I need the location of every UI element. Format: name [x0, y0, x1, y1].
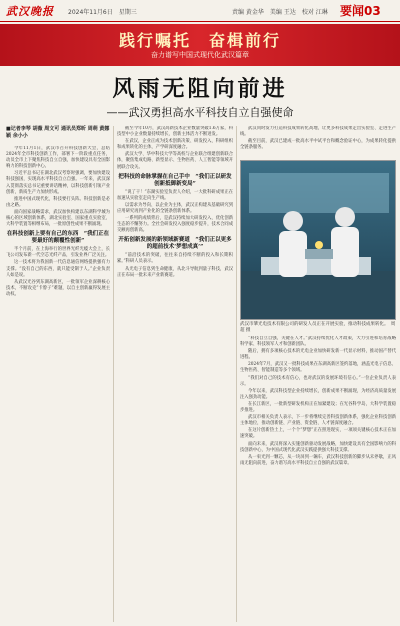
paragraph: 面向未来，武汉将深入实施创新驱动发展战略，加快建设具有全国影响力的科技创新中心，为中国式现代化武汉实践提供强大科技支撑。	[240, 441, 396, 453]
paragraph: 随后，拥有多项核心技术的光电企业加快研发新一代显示材料，推动国产替代进程。	[240, 349, 396, 361]
lab-photo	[240, 160, 396, 320]
article-byline: ■记者李琴 胡薇 周文可 通讯员郑昕 周萌 黄娜颖 余小小	[6, 126, 110, 139]
paragraph: 在长江新区，一批新型研发机构正在加紧建设；在光谷科学岛，大科学装置稳步推进。	[240, 401, 396, 414]
banner-subtitle: 奋力谱写中国式现代化武汉篇章	[151, 51, 249, 59]
banner-title: 践行嘱托 奋楫前行	[118, 31, 281, 50]
article-headline: 风雨无阻向前进	[112, 76, 288, 102]
issue-date: 2024年11月6日 星期三	[68, 9, 137, 16]
section-heading: 把科技的命脉掌握在自己手中 “我们正以研发创新抵御新变局”	[118, 173, 232, 187]
paragraph: 这一技术将为我国新一代信息通信网络提供强有力支撑。“没有自己的东西，就只能受制于人。”企业负责人如是说。	[6, 260, 110, 278]
newspaper-logo: 武汉晚报	[6, 5, 54, 18]
text-column-1	[6, 146, 110, 622]
photo-caption: 武汉市肇光电技术有限公司的研发人员正在开展实验，推动科技成果转化。 周超 摄	[240, 322, 396, 333]
paragraph: 今年以来，武汉科技型企业持续增长，创新成果不断涌现，为经济高质量发展注入强劲动能。	[240, 388, 396, 400]
paragraph: 在这片创新热土上，一个个“梦想”正在照进现实，一项项关键核心技术正在加速突破。	[240, 428, 396, 440]
lab-photo-illustration	[241, 161, 396, 320]
text-column-4	[240, 336, 396, 622]
masthead	[0, 0, 400, 22]
paragraph: “前沿技术的突破，往往来自持续不断的投入和长期积累。”科研人员表示。	[117, 253, 233, 265]
paragraph: 推进中国式现代化，科技要打头阵。科技创新是必由之路。	[6, 196, 110, 208]
paragraph: 从武汉光谷到东湖高新区，一批领军企业深耕核心技术，不断攻克“卡脖子”难题，以自主创新赢得发展主动权。	[6, 279, 110, 297]
paragraph: “我们对自己的技术有信心，也对武汉的发展环境有信心。”一位企业负责人表示。	[240, 375, 396, 387]
red-banner	[0, 24, 400, 66]
paragraph: 从一束光到一颗芯，从一块屏到一辆车，武汉科技创新的脚步从未停歇，正风雨无阻向前进，奋力谱写高水平科技自立自强的武汉篇章。	[240, 454, 396, 466]
paragraph: “说了干！”东湖实验室负责人介绍，一大批科研成果正在加速从实验室走向生产线。	[117, 189, 233, 201]
paragraph: 半个月前，在上海举行的世界光纤光缆大会上，长飞公司发布新一代空芯光纤产品，引发业界广泛关注。	[6, 247, 110, 259]
page-section-label: 要闻03	[340, 4, 381, 18]
paragraph: 截至目前，武汉已建成一批高水平中试平台和概念验证中心，为成果转化提供全链条服务。	[240, 139, 396, 151]
column-divider	[236, 126, 237, 622]
paragraph: 习近平总书记在湖北武汉考察时强调，要加快建设科技强国，实现高水平科技自立自强。一年来，武汉深入贯彻落实总书记重要讲话精神，以科技创新引领产业创新，新质生产力加快形成。	[6, 171, 110, 195]
paragraph: 以需求为导向、以企业为主体，武汉正构建从基础研究到应用研究再到产业化的全链条创新体系。	[117, 202, 233, 214]
editor-credits: 责编 黄金华 美编 王达 校对 江琳	[232, 9, 328, 16]
section-heading: 开拓创新发展的新领域新赛道 “我们正以更多的超前技术‘梦想成真’”	[118, 237, 232, 251]
paragraph: 武汉大学、华中科技大学等高校与企业联合组建创新联合体，聚焦集成电路、新型显示、生物医药、人工智能等领域开展联合攻关。	[117, 152, 233, 170]
paragraph: “科技自立自强，关键在人才。”武汉持续优化人才政策，大力引进和培育战略科学家、科技领军人才和创新团队。	[240, 336, 396, 348]
column-divider	[113, 126, 114, 622]
paragraph: 面向国家战略需求，武汉加快构建以东湖科学城为核心的区域创新体系，湖北实验室、国家重点实验室、大科学装置等相继布局，一批原创性成果不断涌现。	[6, 209, 110, 228]
text-column-3	[240, 126, 396, 158]
paragraph: 截至今年10月，武汉高新技术企业数量突破1.6万家，科技型中小企业数量持续增长，创新主体活力不断迸发。	[117, 126, 233, 138]
paragraph: 武汉市相关负责人表示，下一步将继续完善科技创新体系，强化企业科技创新主体地位，推动创新链、产业链、资金链、人才链深度融合。	[240, 415, 396, 427]
paragraph: 在武汉，企业正成为技术创新决策、研发投入、科研组织和成果转化的主体，产学研深度融合。	[117, 139, 233, 151]
paragraph: 2024年7月，武汉又一批科技成果在东湖高新区签约落地，涵盖光电子信息、生物医药、智能制造等多个领域。	[240, 362, 396, 374]
text-column-2	[117, 126, 233, 622]
paragraph: 武汉同时发力打造科技成果转化高地，让更多科技成果走出实验室、走进生产线。	[240, 126, 396, 138]
paragraph: 从光电子信息到生命健康，从北斗导航到量子科技，武汉正在布局一批未来产业新赛道。	[117, 266, 233, 278]
section-heading: 在科技创新上要有自己的东西 “我们正在要最好的颠覆性创新”	[6, 231, 110, 245]
paragraph: 今年11月1日，武汉市召开科技创新大会，总结2024年全市科技创新工作，部署下一阶段重点任务，动员全市上下聚焦科技自立自强，加快建设具有全国影响力的科技创新中心。	[6, 146, 110, 170]
paragraph: 一系列的成绩背后，是武汉持续加大研发投入、优化创新生态的不懈努力。全社会研发投入强度稳步提升，技术合同成交额再创新高。	[117, 216, 233, 234]
article-subheadline: ——武汉勇担高水平科技自立自强使命	[106, 106, 294, 119]
